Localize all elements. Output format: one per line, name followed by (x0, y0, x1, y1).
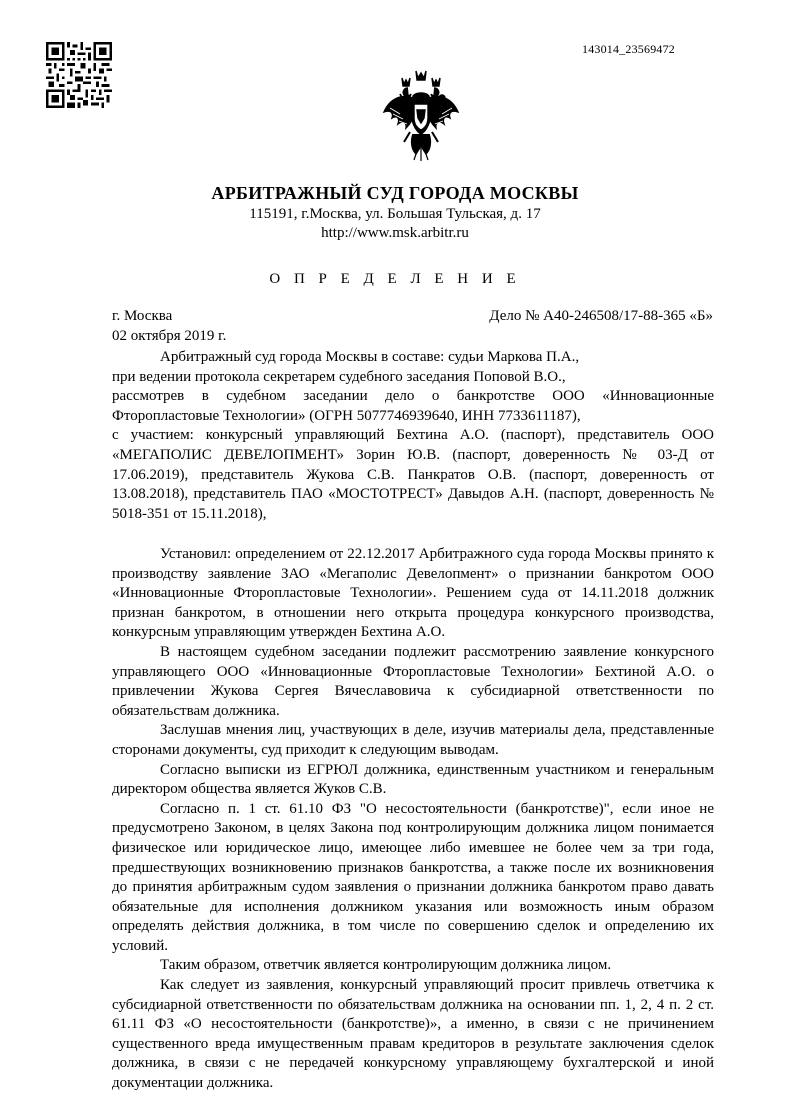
qr-code (46, 42, 112, 108)
body-paragraph: Таким образом, ответчик является контролирующим должника лицом. (160, 957, 612, 974)
body-paragraph: Согласно п. 1 ст. 61.10 ФЗ "О несостоятельности (банкротстве)", если иное не предусмотрено Законом, в целях Закона под контролирующим должника лицом понимается физическое или юридическое лицо, имеющее либо имевшее не более чем за три года, предшествующих возникновению признаков банкротства, а также после их возникновения до принятия арбитражным судом заявления о признании должника банкротом право давать обязательные для исполнения должником указания или возможность иным образом определять действия должника, в том числе по совершению сделок и определению их условий. (112, 800, 714, 954)
intro-paragraph: при ведении протокола секретарем судебного заседания Поповой В.О., (112, 368, 566, 385)
body-paragraph: Как следует из заявления, конкурсный управляющий просит привлечь ответчика к субсидиарной ответственности по обязательствам должника на основании пп. 1, 2, 4 п. 2 ст. 61.11 ФЗ «О несостоятельности (банкротстве)», а именно, в связи с не причинением существенного вреда имущественным правам кредиторов в результате заключения сделок должника, в связи с не передачей конкурсному управляющему бухгалтерской и иной документации должника. (112, 977, 714, 1092)
document-id: 143014_23569472 (582, 42, 675, 56)
intro-paragraph: Арбитражный суд города Москвы в составе: судьи Маркова П.А., (160, 349, 580, 365)
body-paragraph: Заслушав мнения лиц, участвующих в деле, изучив материалы дела, представленные сторонами документы, суд приходит к следующим выводам. (112, 722, 714, 758)
court-address: 115191, г.Москва, ул. Большая Тульская, д. 17 (249, 206, 541, 222)
court-name: АРБИТРАЖНЫЙ СУД ГОРОДА МОСКВЫ (211, 183, 579, 203)
intro-paragraph: с участием: конкурсный управляющий Бехтина А.О. (паспорт), представитель ООО «МЕГАПОЛИС ДЕВЕЛОПМЕНТ» Зорин Ю.В. (паспорт, доверенность № 03-Д от 17.06.2019), представитель Жукова С.В. Панкратов О.В. (паспорт, доверенность от 13.08.2018), представитель ПАО «МОСТОТРЕСТ» Давыдов А.Н. (паспорт, доверенность № 5018-351 от 15.11.2018), (112, 427, 714, 522)
body-paragraph: Установил: определением от 22.12.2017 Арбитражного суда города Москвы принято к производству заявление ЗАО «Мегаполис Девелопмент» о признании банкротом ООО «Инновационные Фторопластовые Технологии». Решением суда от 14.11.2018 должник признан банкротом, в отношении него открыта процедура конкурсного производства, конкурсным управляющим утвержден Бехтина А.О. (112, 546, 714, 641)
document-date: 02 октября 2019 г. (112, 328, 227, 344)
body-block (112, 545, 714, 1094)
city: г. Москва (112, 308, 173, 324)
case-number: Дело № А40-246508/17-88-365 «Б» (489, 308, 713, 324)
body-paragraph: Согласно выписки из ЕГРЮЛ должника, единственным участником и генеральным директором общества является Жуков С.В. (112, 761, 714, 798)
document-type-title: О П Р Е Д Е Л Е Н И Е (269, 271, 521, 287)
intro-block (112, 348, 714, 524)
intro-paragraph: рассмотрев в судебном заседании дело о банкротстве ООО «Инновационные Фторопластовые Технологии» (ОГРН 5077746939640, ИНН 7733611187), (112, 388, 714, 424)
body-paragraph: В настоящем судебном заседании подлежит рассмотрению заявление конкурсного управляющего ООО «Инновационные Фторопластовые Технологии» Бехтиной А.О. о привлечении Жукова Сергея Вячеславовича к субсидиарной ответственности по обязательствам должника. (112, 643, 714, 719)
coat-of-arms-emblem (380, 68, 462, 164)
court-website: http://www.msk.arbitr.ru (321, 225, 469, 241)
